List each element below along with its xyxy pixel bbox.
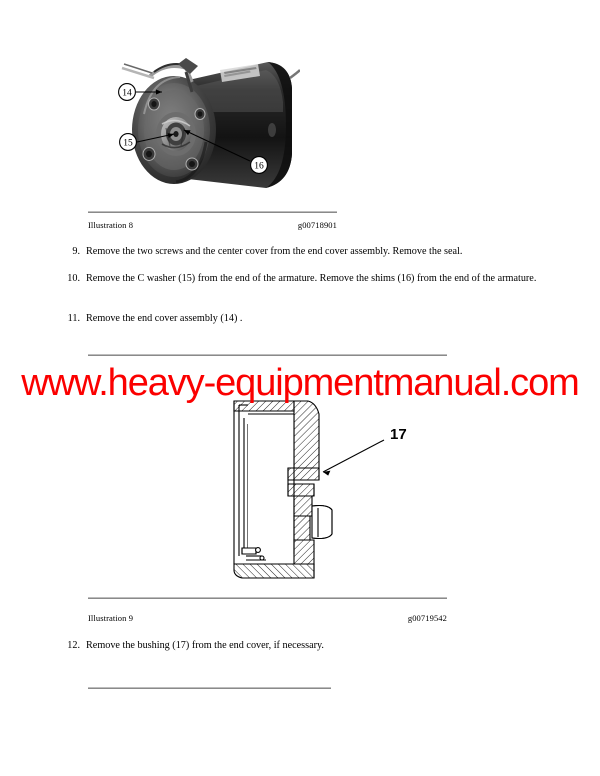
callout-16-label: 16	[254, 161, 264, 172]
illustration-9-caption-label: Illustration 9	[88, 613, 134, 623]
illustration-9-drawing	[222, 388, 432, 596]
step-text: Remove the bushing (17) from the end cover, if necessary.	[86, 640, 324, 651]
illustration-8-caption-code: g00718901	[297, 220, 337, 230]
site-watermark: www.heavy-equipmentmanual.com	[21, 362, 579, 404]
step-item	[60, 312, 538, 326]
section-rule-middle	[88, 354, 447, 356]
figure-rule-illustration-8	[88, 211, 337, 213]
step-item	[60, 272, 538, 286]
step-number: 9.	[72, 246, 80, 257]
callout-15-label: 15	[123, 138, 133, 149]
illustration-8-caption-label: Illustration 8	[88, 220, 134, 230]
step-item	[60, 245, 538, 259]
step-number: 10.	[67, 273, 80, 284]
step-text: Remove the end cover assembly (14) .	[86, 313, 243, 324]
callout-17-label: 17	[390, 426, 407, 443]
step-number: 11.	[67, 313, 80, 324]
step-text: Remove the two screws and the center cover from the end cover assembly. Remove the seal.	[86, 246, 463, 257]
illustration-8-photo	[100, 42, 300, 202]
step-number: 12.	[67, 640, 80, 651]
illustration-9-caption-code: g00719542	[407, 613, 447, 623]
figure-rule-illustration-9	[88, 597, 447, 599]
step-item	[60, 639, 538, 653]
section-rule-bottom	[88, 687, 331, 689]
step-text: Remove the C washer (15) from the end of the armature. Remove the shims (16) from the end of the armature.	[86, 273, 537, 284]
callout-14-label: 14	[122, 88, 132, 99]
